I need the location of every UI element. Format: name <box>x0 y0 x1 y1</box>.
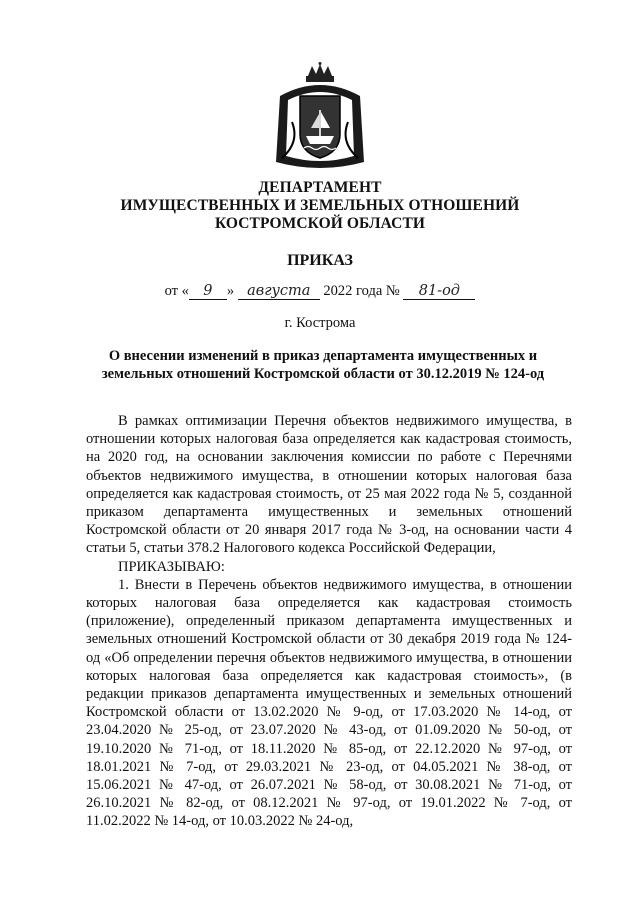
document-type: ПРИКАЗ <box>287 252 353 269</box>
document-body <box>86 412 572 831</box>
date-year: 2022 года № <box>323 283 400 299</box>
order-word: ПРИКАЗЫВАЮ: <box>118 558 225 575</box>
date-line <box>0 283 640 300</box>
body-paragraph-2: 1. Внести в Перечень объектов недвижимого имущества, в отношении которых налоговая база определяется как кадастровая стоимость (приложение), определенный приказом департамента имущественных и земельных отношений Костромской области от 30 декабря 2019 года № 124-од «Об определении перечня объектов недвижимого имущества, в отношении которых налоговая база определяется как кадастровая стоимость», (в редакции приказов департамента имущественных и земельных отношений Костромской области от 13.02.2020 № 9-од, от 17.03.2020 № 14-од, от 23.04.2020 № 25-од, от 23.07.2020 № 43-од, от 01.09.2020 № 50-од, от 19.10.2020 № 71-од, от 18.11.2020 № 85-од, от 22.12.2020 № 97-од, от 18.01.2021 № 7-од, от 29.03.2021 № 23-од, от 04.05.2021 № 38-од, от 15.06.2021 № 47-од, от 26.07.2021 № 58-од, от 30.08.2021 № 71-од, от 26.10.2021 № 82-од, от 08.12.2021 № 97-од, от 19.01.2022 № 7-од, от 11.02.2022 № 14-од, от 10.03.2022 № 24-од, <box>86 576 572 830</box>
date-prefix: от « <box>164 283 189 299</box>
handwritten-month: августа <box>238 283 320 300</box>
department-name-line-3: КОСТРОМСКОЙ ОБЛАСТИ <box>214 215 426 232</box>
department-name-line-1: ДЕПАРТАМЕНТ <box>258 179 382 196</box>
date-mid: » <box>226 283 235 299</box>
city: г. Кострома <box>284 315 356 331</box>
handwritten-order-number: 81-од <box>403 283 475 300</box>
order-subject: О внесении изменений в приказ департамента имущественных и земельных отношений Костромской области от 30.12.2019 № 124-од <box>101 348 545 382</box>
handwritten-day: 9 <box>189 283 227 300</box>
department-name-line-2: ИМУЩЕСТВЕННЫХ И ЗЕМЕЛЬНЫХ ОТНОШЕНИЙ <box>120 197 520 214</box>
body-paragraph-1: В рамках оптимизации Перечня объектов недвижимого имущества, в отношении которых налоговая база определяется как кадастровая стоимость, на 2020 год, на основании заключения комиссии по работе с Перечнями объектов недвижимого имущества, в отношении которых налоговая база определяется как кадастровая стоимость, от 25 мая 2022 года № 5, созданной приказом департамента имущественных и земельных отношений Костромской области от 20 января 2017 года № 3-од, на основании части 4 статьи 5, статьи 378.2 Налогового кодекса Российской Федерации, <box>86 413 572 557</box>
coat-of-arms-emblem <box>270 62 370 172</box>
